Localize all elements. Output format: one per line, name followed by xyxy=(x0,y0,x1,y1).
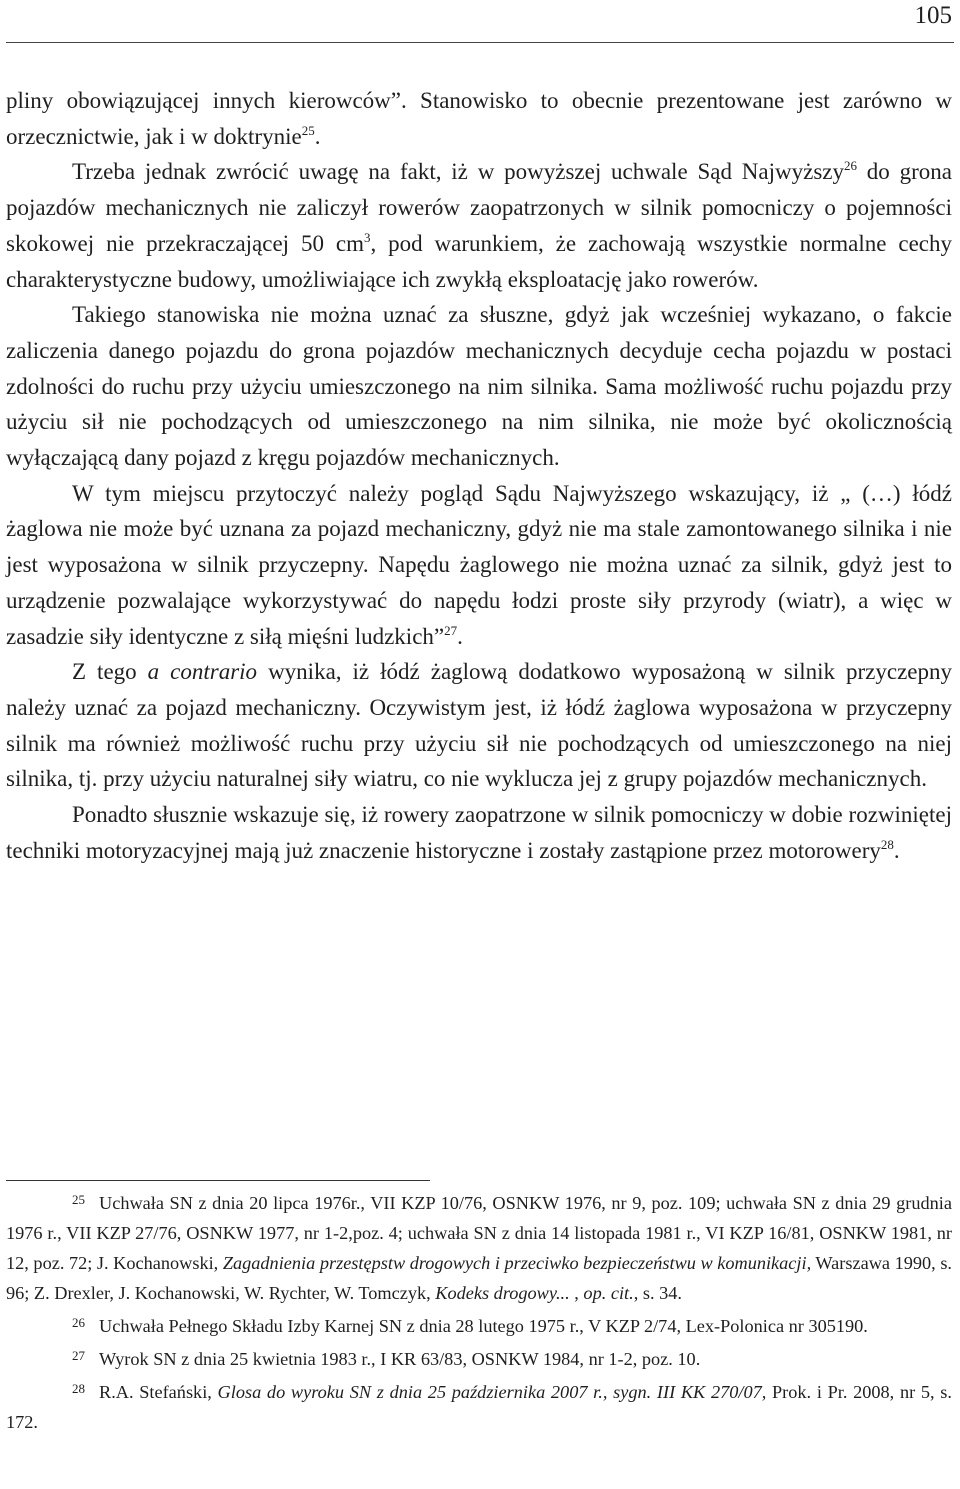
footnote-ref[interactable]: 25 xyxy=(301,122,315,138)
italic-abbrev: op. cit. xyxy=(583,1283,634,1303)
paragraph-text: . xyxy=(314,123,321,149)
header-rule xyxy=(6,42,954,43)
footnote-text: R.A. Stefański, xyxy=(99,1382,218,1402)
footnote-25 xyxy=(6,1185,952,1308)
italic-phrase: a contrario xyxy=(147,659,258,685)
footnote-number: 25 xyxy=(72,1192,85,1207)
paragraph-text: Ponadto słusznie wskazuje się, iż rowery zaopatrzone w silnik pomocniczy w dobie rozwiniętej techniki motoryzacyjnej mają już znaczenie historyczne i zostały zastąpione przez motorowery xyxy=(6,802,952,863)
paragraph-6 xyxy=(6,797,952,868)
footnotes xyxy=(6,1185,952,1437)
footnote-28 xyxy=(6,1374,952,1437)
paragraph-text: . xyxy=(893,837,900,863)
paragraph-5 xyxy=(6,654,952,797)
italic-title: Zagadnienia przestępstw drogowych i przeciwko bezpieczeństwu w komunikacji, xyxy=(222,1253,812,1273)
footnote-text: Prok. i Pr. 2008, nr 5, s. 172. xyxy=(6,1382,952,1432)
paragraph-text: W tym miejscu przytoczyć należy pogląd Sądu Najwyższego wskazujący, iż „ (…) łódź żaglowa nie może być uznana za pojazd mechaniczny, gdyż nie ma stale zamontowanego silnika i nie jest wyposażona w silnik przyczepny. Napędu żaglowego nie można uznać za silnik, gdyż jest to urządzenie pozwalające wykorzystywać do napędu łodzi proste siły przyrody (wiatr), a więc w zasadzie siły identyczne z siłą mięśni ludzkich” xyxy=(6,480,952,649)
footnote-rule xyxy=(6,1180,430,1181)
footnote-number: 27 xyxy=(72,1348,85,1363)
italic-title: Kodeks drogowy... xyxy=(435,1283,570,1303)
paragraph-1 xyxy=(6,83,952,154)
paragraph-4 xyxy=(6,476,952,655)
footnote-text: , xyxy=(569,1283,584,1303)
paragraph-text: pliny obowiązującej innych kierowców”. Stanowisko to obecnie prezentowane jest zarówno w orzecznictwie, jak i w doktrynie xyxy=(6,88,952,149)
main-text xyxy=(6,83,952,868)
paragraph-text: wynika, iż łódź żaglową dodatkowo wyposażoną w silnik przyczepny należy uznać za pojazd mechaniczny. Oczywistym jest, iż łódź żaglowa wyposażona w przyczepny silnik ma również możliwość ruchu przy użyciu sił nie pochodzących od umieszczonego na niej silnika, tj. przy użyciu naturalnej siły wiatru, co nie wyklucza jej z grupy pojazdów mechanicznych. xyxy=(6,659,952,792)
footnote-ref[interactable]: 26 xyxy=(843,158,857,174)
page-number: 105 xyxy=(914,2,952,29)
footnote-text: Wyrok SN z dnia 25 kwietnia 1983 r., I KR 63/83, OSNKW 1984, nr 1-2, poz. 10. xyxy=(99,1349,701,1369)
footnote-number: 28 xyxy=(72,1381,85,1396)
footnote-text: , s. 34. xyxy=(633,1283,682,1303)
paragraph-text: , pod warunkiem, że zachowają wszystkie normalne cechy charakterystyczne budowy, umożliwiające ich zwykłą eksploatację jako rowerów. xyxy=(6,230,952,292)
paragraph-text: Trzeba jednak zwrócić uwagę na fakt, iż w powyższej uchwale Sąd Najwyższy xyxy=(72,159,844,185)
paragraph-text: . xyxy=(457,623,463,649)
footnote-26 xyxy=(6,1308,952,1341)
footnote-ref[interactable]: 28 xyxy=(880,836,894,852)
paragraph-text: Z tego xyxy=(72,659,148,685)
paragraph-2 xyxy=(6,154,952,297)
footnote-text: Uchwała SN z dnia 20 lipca 1976r., VII KZP 10/76, OSNKW 1976, nr 9, poz. 109; uchwała SN z dnia 29 grudnia 1976 r., VII KZP 27/76, OSNKW 1977, nr 1-2,poz. 4; uchwała SN z dnia 14 listopada 1981 r., VI KZP 16/81, OSNKW 1981, nr 12, poz. 72; J. Kochanowski, xyxy=(6,1193,952,1273)
footnote-27 xyxy=(6,1341,952,1374)
footnote-text: Uchwała Pełnego Składu Izby Karnej SN z dnia 28 lutego 1975 r., V KZP 2/74, Lex-Polonica nr 305190. xyxy=(99,1316,868,1336)
footnote-ref[interactable]: 27 xyxy=(444,622,458,638)
paragraph-3: Takiego stanowiska nie można uznać za słuszne, gdyż jak wcześniej wykazano, o fakcie zaliczenia danego pojazdu do grona pojazdów mechanicznych decyduje cecha pojazdu w postaci zdolności do ruchu przy użyciu umieszczonego na nim silnika. Sama możliwość ruchu pojazdu przy użyciu sił nie pochodzących od umieszczonego na nim silnika, nie może być okolicznością wyłączającą dany pojazd z kręgu pojazdów mechanicznych. xyxy=(6,302,952,471)
unit-superscript: 3 xyxy=(363,229,371,245)
footnote-text: Warszawa 1990, s. 96; Z. Drexler, J. Kochanowski, W. Rychter, W. Tomczyk, xyxy=(6,1253,953,1303)
italic-title: Glosa do wyroku SN z dnia 25 października 2007 r., sygn. III KK 270/07, xyxy=(217,1382,767,1402)
paragraph-text: do grona pojazdów mechanicznych nie zaliczył rowerów zaopatrzonych w silnik pomocniczy o pojemności skokowej nie przekraczającej 50 cm xyxy=(6,159,952,256)
footnote-number: 26 xyxy=(72,1315,85,1330)
